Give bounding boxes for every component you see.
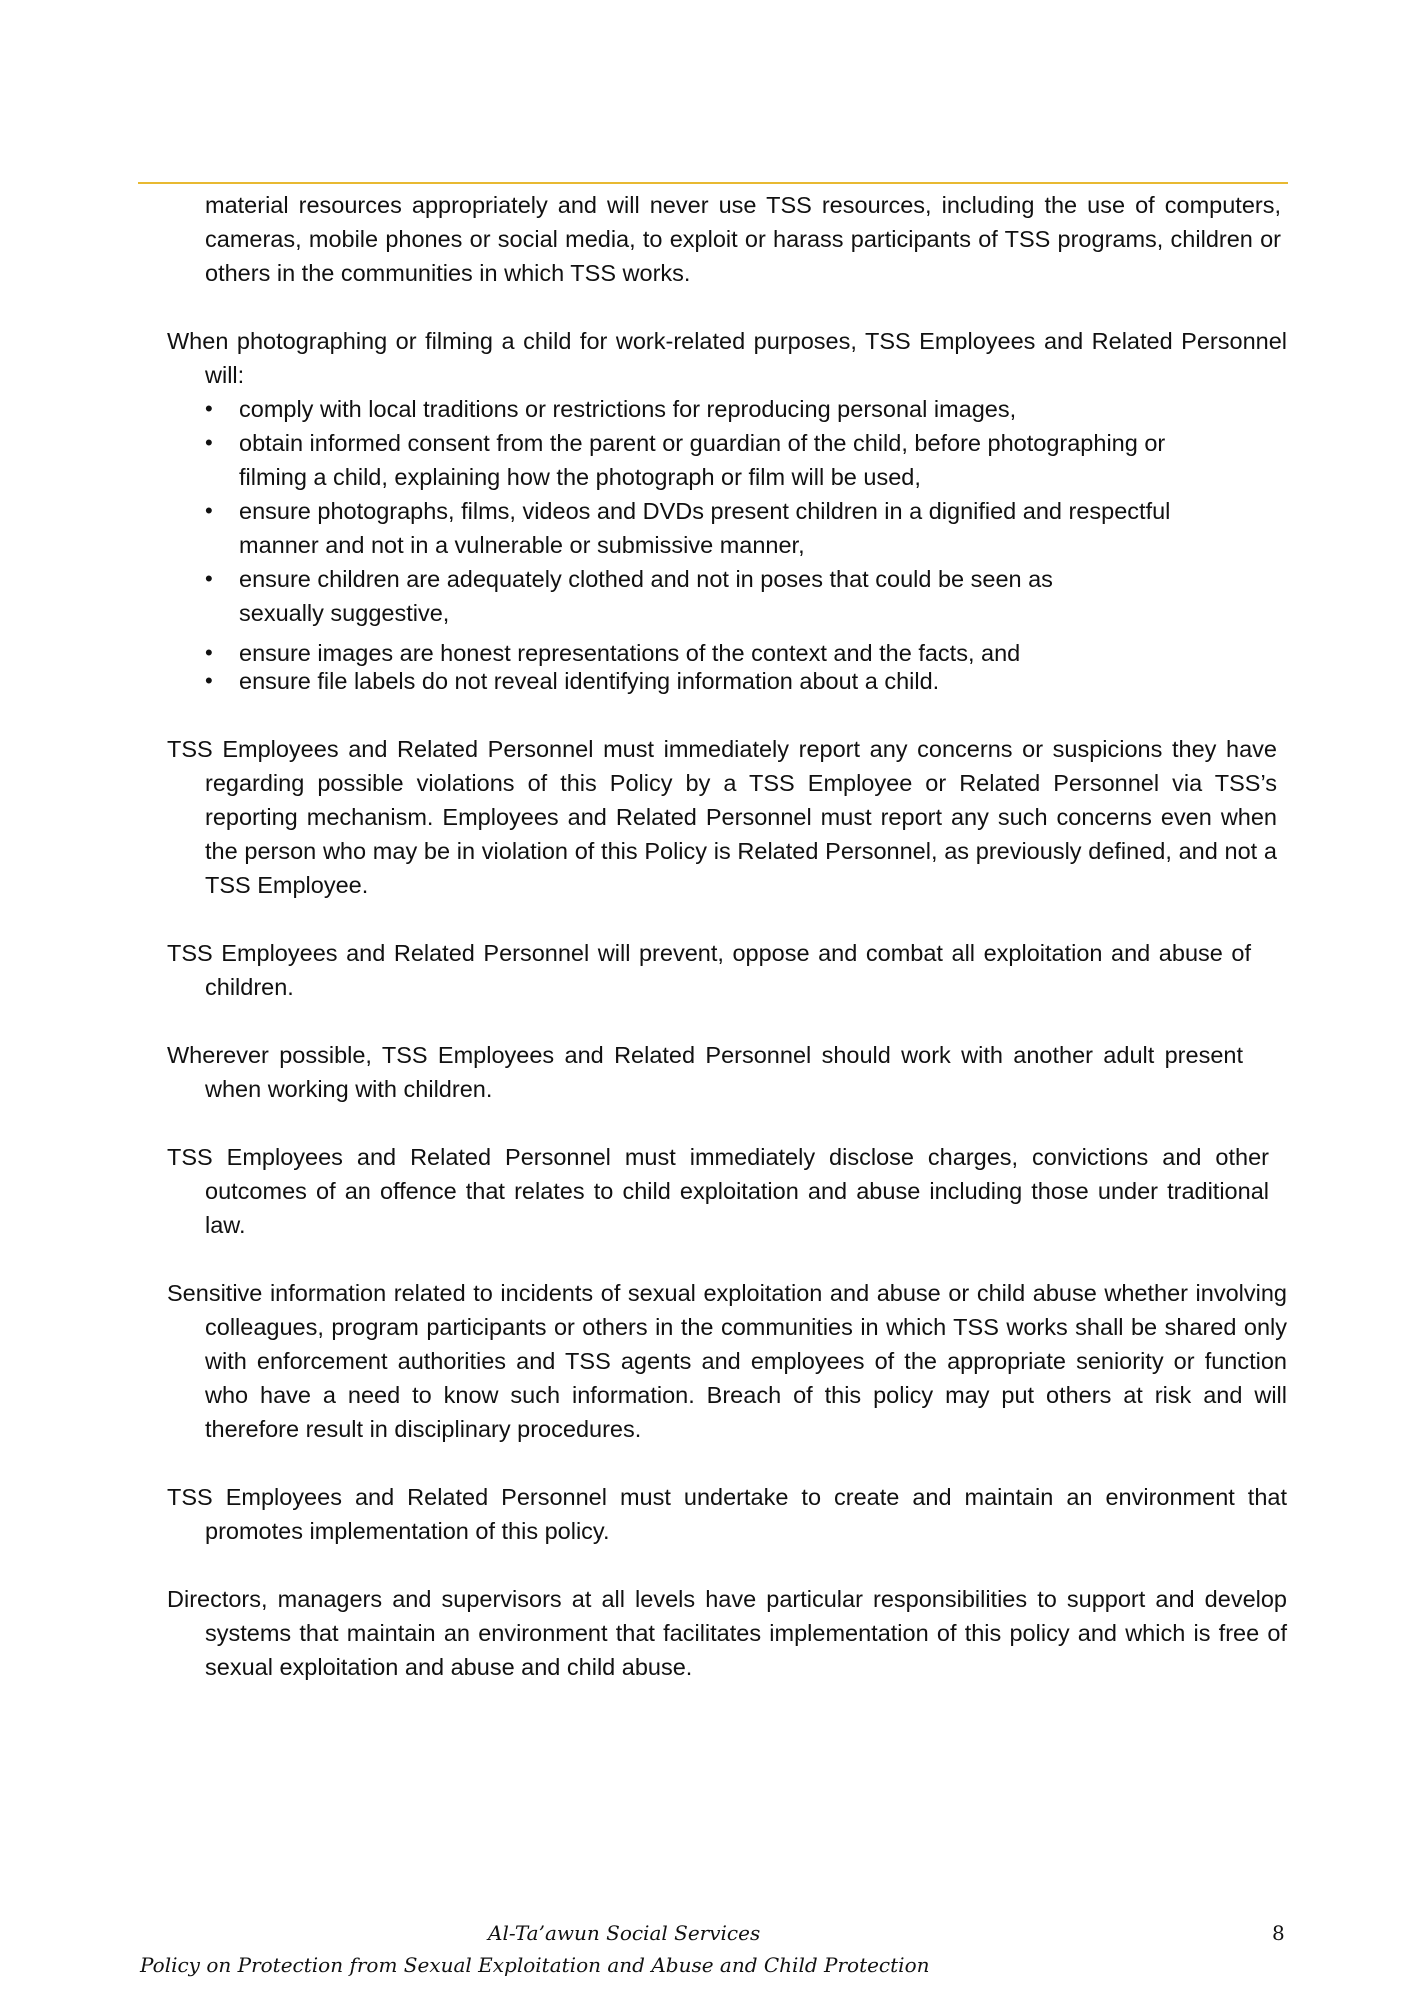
header-rule	[138, 182, 1288, 184]
continued-paragraph: material resources appropriately and will never use TSS resources, including the use of computers, cameras, mobile phones or social media, to exploit or harass participants of TSS programs, children or others in the communities in which TSS works.	[205, 192, 1281, 286]
bullet-icon: •	[205, 640, 213, 665]
confidentiality-paragraph: Sensitive information related to incidents of sexual exploitation and abuse or child abuse whether involving colleagues, program participants or others in the communities in which TSS works shall be shared only with enforcement authorities and TSS agents and employees of the appropriate seniority or function who have a need to know such information. Breach of this policy may put others at risk and will therefore result in disciplinary procedures.	[167, 1280, 1287, 1442]
list-item	[167, 426, 1239, 494]
list-item	[167, 664, 1239, 698]
list-item	[167, 494, 1239, 562]
list-item-text: ensure images are honest representations of the context and the facts, and	[239, 640, 1021, 666]
list-item-text: comply with local traditions or restrictions for reproducing personal images,	[239, 396, 1017, 422]
footer-organization: Al-Ta’awun Social Services	[488, 1921, 761, 1945]
footer-document-title: Policy on Protection from Sexual Exploitation and Abuse and Child Protection	[140, 1953, 930, 1977]
disclosure-paragraph: TSS Employees and Related Personnel must immediately disclose charges, convictions and other outcomes of an offence that relates to child exploitation and abuse including those under traditional law.	[167, 1144, 1269, 1238]
bullet-icon: •	[205, 566, 213, 591]
list-item	[167, 562, 1139, 630]
bullet-icon: •	[205, 430, 213, 455]
list-item-text: ensure photographs, films, videos and DVDs present children in a dignified and respectful manner and not in a vulnerable or submissive manner,	[239, 498, 1171, 558]
list-item	[167, 392, 1239, 426]
bullet-icon: •	[205, 668, 213, 693]
list-item-text: ensure file labels do not reveal identifying information about a child.	[239, 668, 940, 694]
list-item-text: ensure children are adequately clothed and not in poses that could be seen as sexually suggestive,	[239, 566, 1053, 626]
reporting-paragraph: TSS Employees and Related Personnel must immediately report any concerns or suspicions they have regarding possible violations of this Policy by a TSS Employee or Related Personnel via TSS’s reporting mechanism. Employees and Related Personnel must report any such concerns even when the person who may be in violation of this Policy is Related Personnel, as previously defined, and not a TSS Employee.	[167, 736, 1277, 898]
list-item-text: obtain informed consent from the parent or guardian of the child, before photographing or filming a child, explaining how the photograph or film will be used,	[239, 430, 1166, 490]
bullet-icon: •	[205, 396, 213, 421]
document-body	[167, 188, 1287, 1718]
supervision-paragraph: Wherever possible, TSS Employees and Related Personnel should work with another adult present when working with children.	[167, 1042, 1243, 1102]
photo-intro-paragraph: When photographing or filming a child for work-related purposes, TSS Employees and Related Personnel will:	[167, 328, 1287, 388]
page-number: 8	[1272, 1921, 1285, 1945]
environment-paragraph: TSS Employees and Related Personnel must undertake to create and maintain an environment that promotes implementation of this policy.	[167, 1484, 1287, 1544]
bullet-icon: •	[205, 498, 213, 523]
photo-guidelines-list	[167, 392, 1287, 698]
responsibilities-paragraph: Directors, managers and supervisors at all levels have particular responsibilities to support and develop systems that maintain an environment that facilitates implementation of this policy and which is free of sexual exploitation and abuse and child abuse.	[167, 1586, 1287, 1680]
prevention-paragraph: TSS Employees and Related Personnel will prevent, oppose and combat all exploitation and abuse of children.	[167, 940, 1251, 1000]
